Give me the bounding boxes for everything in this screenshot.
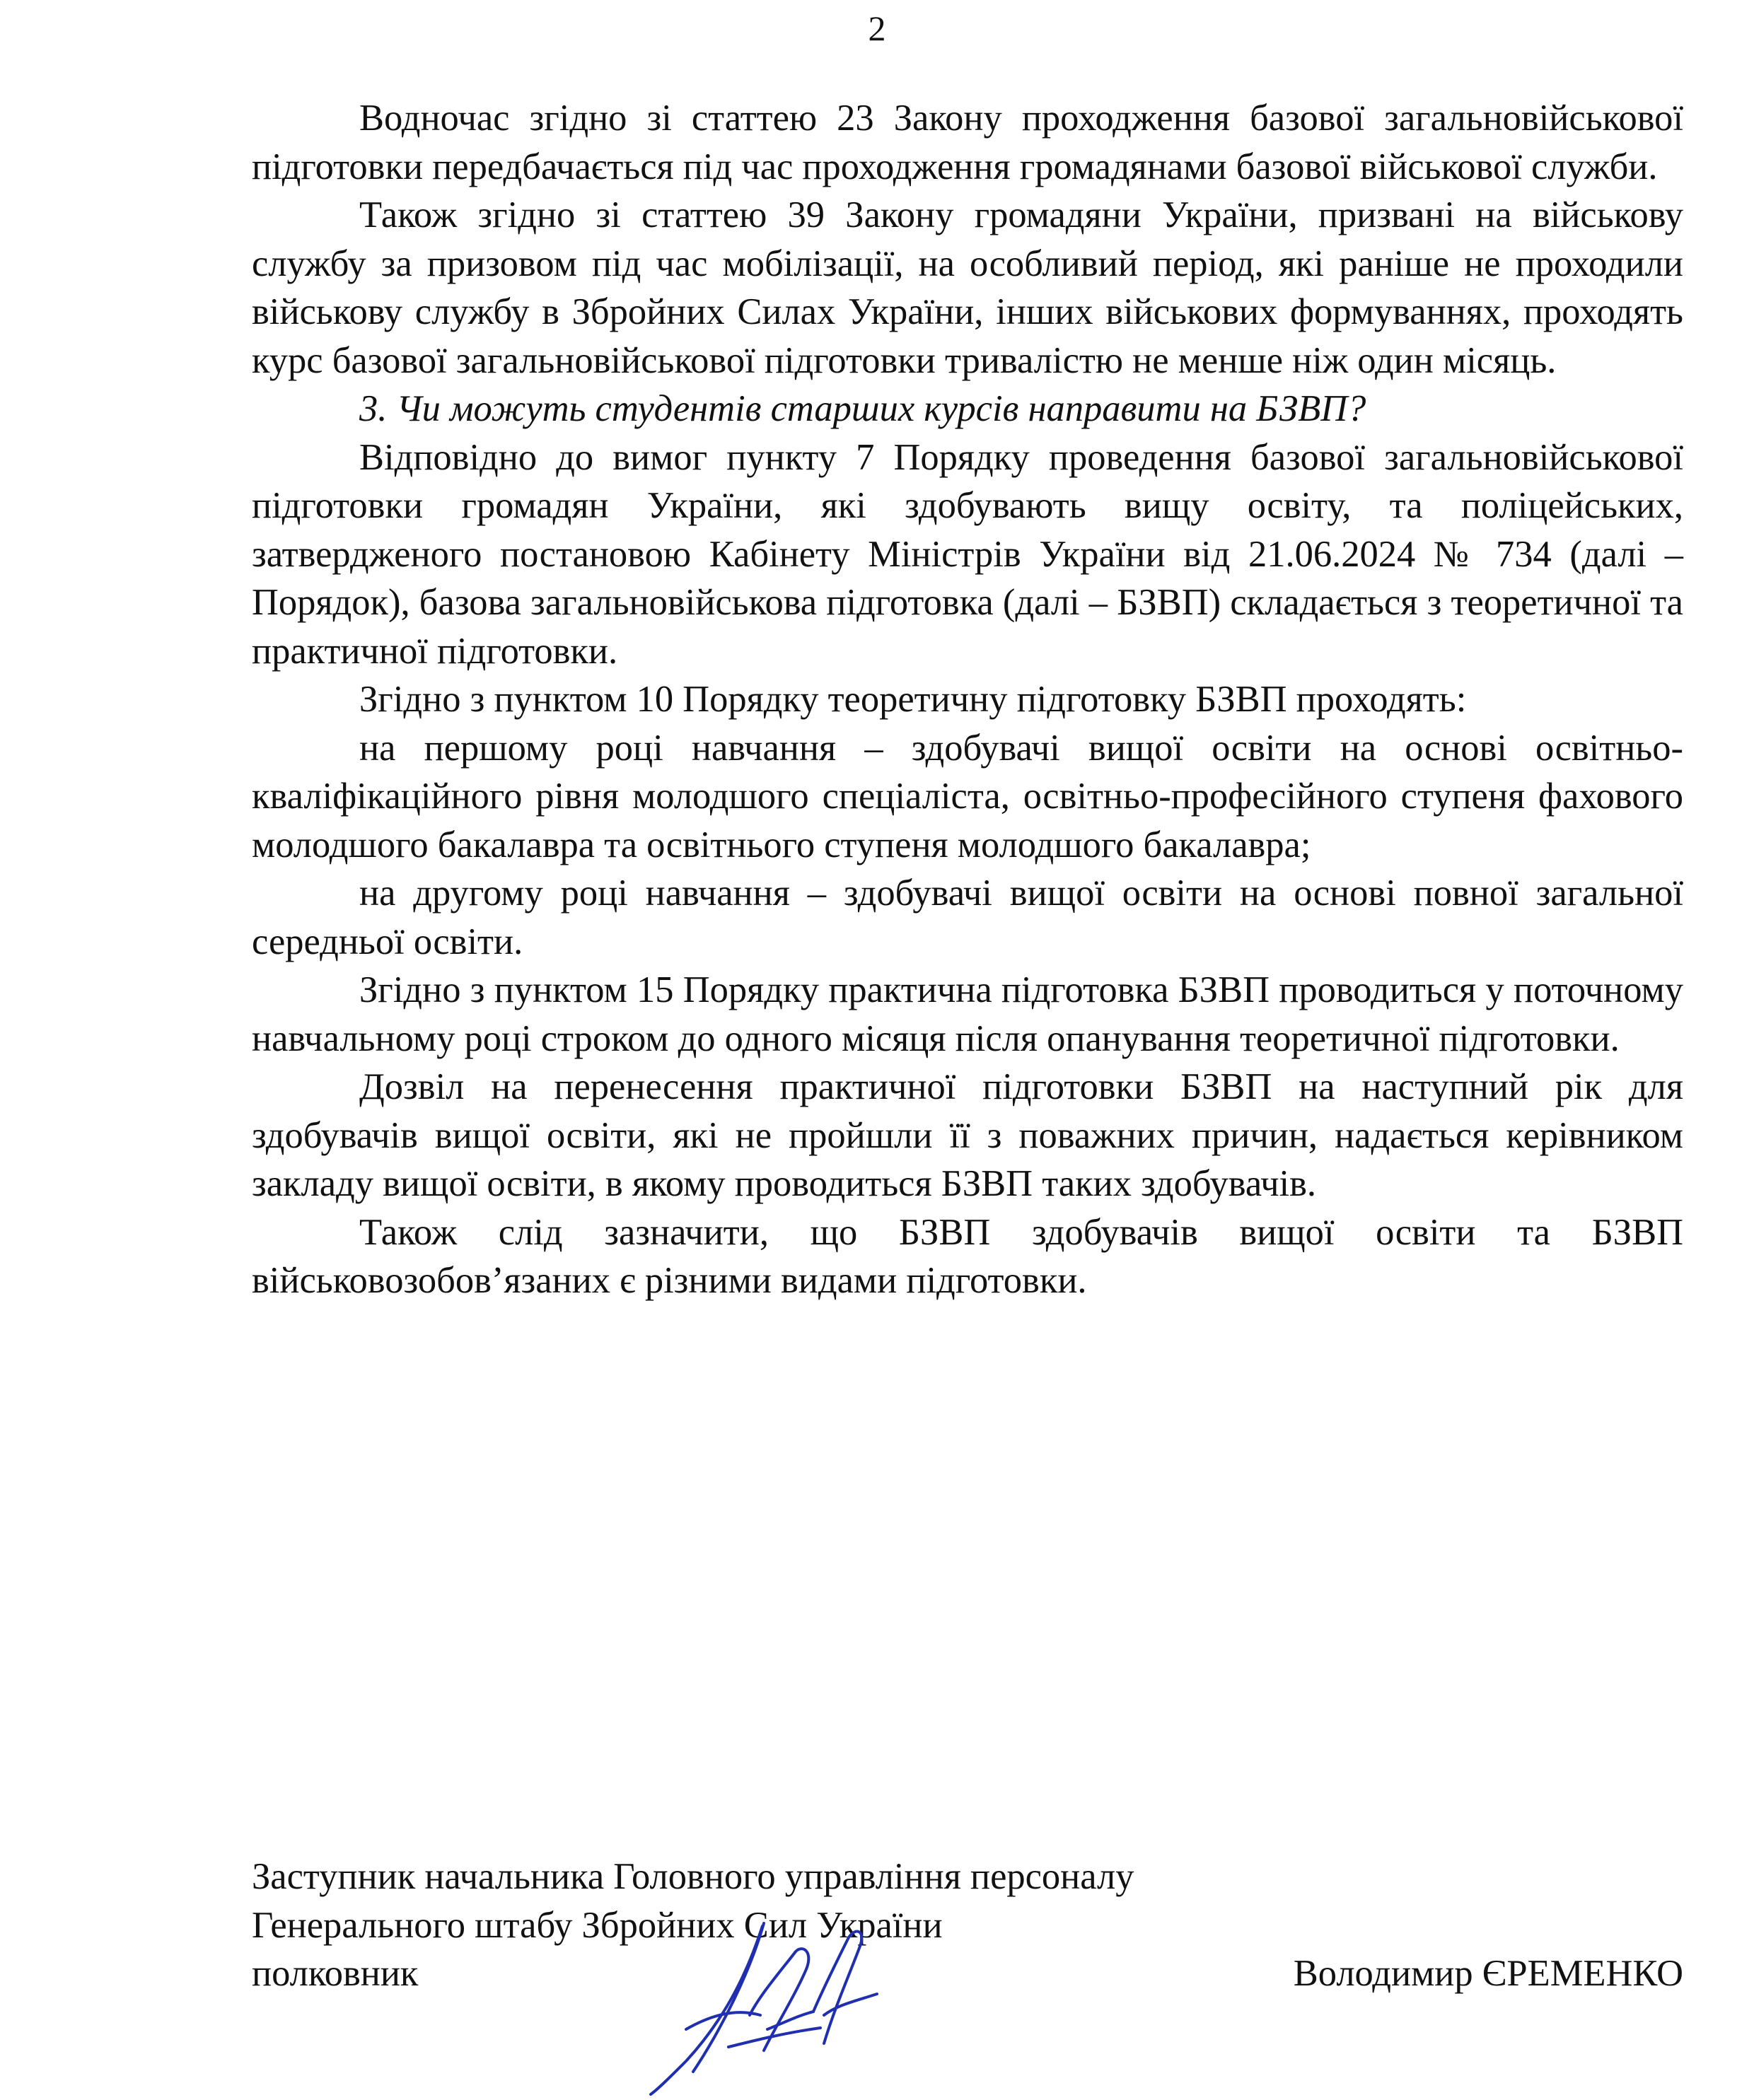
paragraph-procedure-point-10: Згідно з пунктом 10 Порядку теоретичну підготовку БЗВП проходять: xyxy=(359,679,1467,720)
paragraph-procedure-point-15: Згідно з пунктом 15 Порядку практична підготовка БЗВП проводиться у поточному навчальному році строком до одного місяця після опанування теоретичної підготовки. xyxy=(252,969,1683,1059)
page-number: 2 xyxy=(868,8,886,48)
signatory-rank: полковник xyxy=(252,1953,419,1994)
paragraph-basic-service: Водночас згідно зі статтею 23 Закону проходження базової загальновійськової підготовки передбачається під час проходження громадянами базової військової служби. xyxy=(252,98,1683,187)
signature-block xyxy=(252,1853,1683,1999)
signatory-rank-name-row xyxy=(252,1949,1683,1999)
paragraph-postponement: Дозвіл на перенесення практичної підготовки БЗВП на наступний рік для здобувачів вищої освіти, які не пройшли її з поважних причин, надається керівником закладу вищої освіти, в якому проводиться БЗВП таких здобувачів. xyxy=(252,1066,1683,1204)
paragraph-first-year: на першому році навчання – здобувачі вищої освіти на основі освітньо-кваліфікаційного рівня молодшого спеціаліста, освітньо-професійного ступеня фахового молодшого бакалавра та освітнього ступеня молодшого бакалавра; xyxy=(252,727,1683,865)
paragraph-second-year: на другому році навчання – здобувачі вищої освіти на основі повної загальної середньої освіти. xyxy=(252,873,1683,962)
signatory-position-line-1: Заступник начальника Головного управління персоналу xyxy=(252,1856,1134,1897)
letter-body xyxy=(252,94,1683,1305)
paragraph-procedure-point-7: Відповідно до вимог пункту 7 Порядку проведення базової загальновійськової підготовки громадян України, які здобувають вищу освіту, та поліцейських, затвердженого постановою Кабінету Міністрів України від 21.06.2024 № 734 (далі – Порядок), базова загальновійськова підготовка (далі – БЗВП) складається з теоретичної та практичної підготовки. xyxy=(252,436,1683,672)
question-heading: 3. Чи можуть студентів старших курсів направити на БЗВП? xyxy=(359,388,1366,429)
handwritten-signature xyxy=(644,1909,898,2100)
paragraph-mobilization: Також згідно зі статтею 39 Закону громадяни України, призвані на військову службу за призовом під час мобілізації, на особливий період, які раніше не проходили військову службу в Збройних Силах України, інших військових формуваннях, проходять курс базової загальновійськової підготовки тривалістю не менше ніж один місяць. xyxy=(252,194,1683,381)
signatory-name: Володимир ЄРЕМЕНКО xyxy=(1293,1953,1683,1994)
signatory-position-line-2: Генерального штабу Збройних Сил України xyxy=(252,1904,943,1946)
paragraph-note: Також слід зазначити, що БЗВП здобувачів вищої освіти та БЗВП військовозобов’язаних є різними видами підготовки. xyxy=(252,1211,1683,1301)
